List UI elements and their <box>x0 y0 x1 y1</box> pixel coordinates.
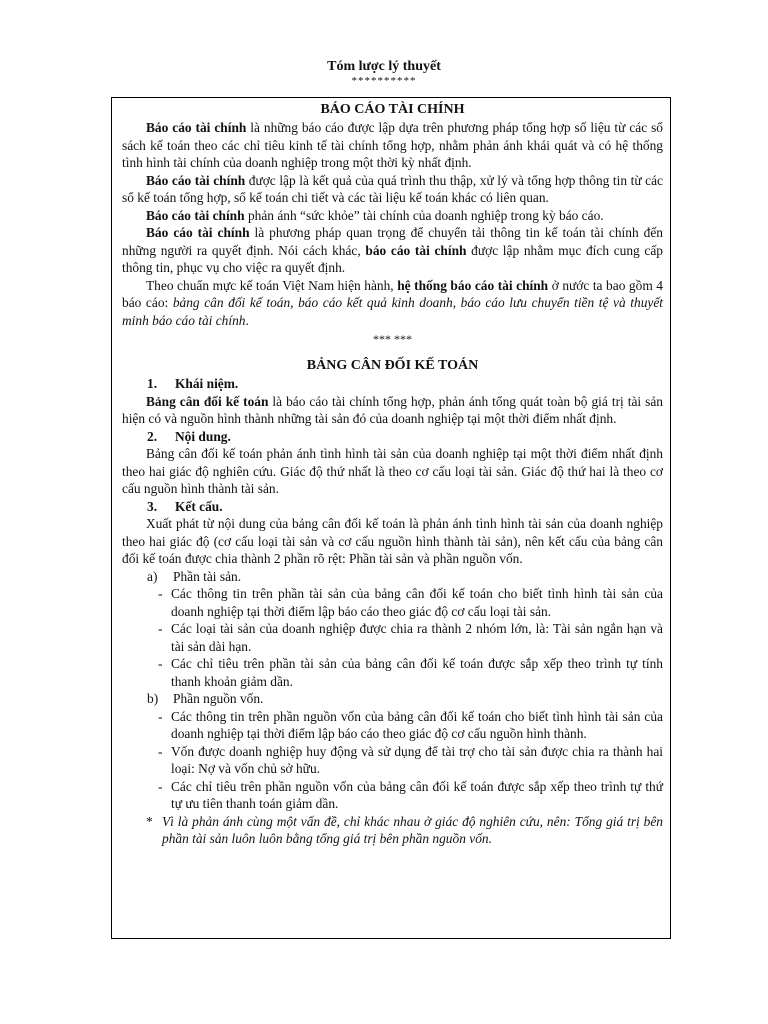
subsection-heading <box>122 498 663 516</box>
subsection-number: 1. <box>147 376 158 391</box>
conclusion-note-text: Vì là phản ánh cùng một vấn đề, chỉ khác nhau ở giác độ nghiên cứu, nên: Tổng giá trị bên phần tài sản luôn luôn bằng tổng giá trị bên phần nguồn vốn. <box>162 813 663 846</box>
term-bold: Bảng cân đối kế toán <box>146 393 269 409</box>
report-list-italic: bảng cân đối kế toán, báo cáo kết quả kinh doanh, báo cáo lưu chuyển tiền tệ và thuyết minh báo cáo tài chính <box>122 295 664 328</box>
list-item <box>122 655 663 690</box>
list-item-text: Các thông tin trên phần nguồn vốn của bảng cân đối kế toán cho biết tình hình tài sản của doanh nghiệp tại thời điểm lập báo cáo theo giác độ cơ cấu nguồn hình thành. <box>171 708 663 741</box>
paragraph-end: . <box>245 312 249 328</box>
term-bold: hệ thống báo cáo tài chính <box>397 277 549 293</box>
conclusion-note <box>122 813 663 848</box>
list-item-text: Các chỉ tiêu trên phần tài sản của bảng cân đối kế toán được sắp xếp theo trình tự tính thanh khoản giảm dần. <box>171 656 663 689</box>
dash-bullet: - <box>158 778 163 794</box>
dash-bullet: - <box>158 656 163 671</box>
paragraph <box>122 277 663 330</box>
paragraph-text: Theo chuẩn mực kế toán Việt Nam hiện hành, <box>146 277 398 293</box>
subsection-heading <box>122 428 663 446</box>
paragraph-text: là những báo cáo được lập dựa trên phương pháp tổng hợp số liệu từ các sổ sách kế toán theo các chỉ tiêu kinh tế tài chính tổng hợp, nhằm phản ánh khái quát và có hệ thống tình hình tài chính của doanh nghiệp trong một thời kỳ nhất định. <box>122 120 663 170</box>
paragraph: Bảng cân đối kế toán phản ánh tình hình tài sản của doanh nghiệp tại một thời điểm nhất định theo hai giác độ nghiên cứu. Giác độ thứ nhất là theo cơ cấu loại tài sản. Giác độ thứ hai là theo cơ cấu nguồn hình thành tài sản. <box>122 446 663 496</box>
term-bold: Báo cáo tài chính <box>146 207 245 223</box>
list-heading-text: Phần tài sản. <box>173 568 242 584</box>
list-item <box>122 743 663 778</box>
subsection-number: 3. <box>147 498 158 514</box>
title-stars: ********** <box>351 75 417 87</box>
paragraph-text: được lập là kết quả của quá trình thu thập, xử lý và tổng hợp thông tin từ các sổ kế toán tổng hợp, sổ kế toán chi tiết và các tài liệu kế toán khác có liên quan. <box>122 172 663 205</box>
section-heading-balance-sheet: BẢNG CÂN ĐỐI KẾ TOÁN <box>306 358 479 373</box>
paragraph: Xuất phát từ nội dung của bảng cân đối kế toán là phản ánh tình hình tài sản của doanh nghiệp theo hai giác độ (cơ cấu loại tài sản và cơ cấu nguồn hình thành tài sản), nên kết cấu của bảng cân đối kế toán được chia thành 2 phần rõ rệt: Phần tài sản và phần nguồn vốn. <box>122 516 663 566</box>
list-item-text: Các loại tài sản của doanh nghiệp được chia ra thành 2 nhóm lớn, là: Tài sản ngắn hạn và tài sản dài hạn. <box>171 621 663 654</box>
subsection-title: Nội dung. <box>175 428 231 444</box>
list-item <box>122 708 663 743</box>
list-letter: a) <box>147 568 158 584</box>
term-bold: Báo cáo tài chính <box>146 172 246 188</box>
term-bold: Báo cáo tài chính <box>146 120 247 135</box>
paragraph <box>122 119 663 172</box>
list-letter: b) <box>147 691 159 706</box>
dash-bullet: - <box>158 586 163 601</box>
list-heading-capital <box>122 690 663 708</box>
list-heading-text: Phần nguồn vốn. <box>173 691 264 706</box>
paragraph <box>122 207 663 225</box>
asterisk-mark: * <box>146 813 153 829</box>
dash-bullet: - <box>158 743 163 759</box>
subsection-title: Kết cấu. <box>175 498 223 514</box>
list-item-text: Vốn được doanh nghiệp huy động và sử dụng để tài trợ cho tài sản được chia ra thành hai loại: Nợ và vốn chủ sở hữu. <box>171 743 663 776</box>
paragraph-text: được lập nhằm mục đích cung cấp thông tin, phục vụ cho việc ra quyết định. <box>122 242 663 275</box>
paragraph <box>122 393 663 428</box>
page-title: Tóm lược lý thuyết <box>327 59 441 74</box>
list-item-text: Các chỉ tiêu trên phần nguồn vốn của bảng cân đối kế toán được sắp xếp theo trình tự thứ tự ưu tiên thanh toán giảm dần. <box>171 778 663 811</box>
paragraph-text: là báo cáo tài chính tổng hợp, phản ánh tổng quát toàn bộ giá trị tài sản hiện có và nguồn hình thành những tài sản đó của doanh nghiệp tại một thời điểm nhất định. <box>122 393 663 426</box>
paragraph-text: là phương pháp quan trọng để chuyển tải thông tin kế toán tài chính đến những người ra quyết định. Nói cách khác, <box>122 225 663 258</box>
content-frame <box>111 97 671 939</box>
dash-bullet: - <box>158 708 163 724</box>
paragraph-text: ở nước ta bao gồm 4 báo cáo: <box>122 277 663 310</box>
paragraph <box>122 172 663 207</box>
term-bold: báo cáo tài chính <box>365 242 467 258</box>
dash-bullet: - <box>158 621 163 636</box>
subsection-title: Khái niệm. <box>175 376 239 391</box>
list-item-text: Các thông tin trên phần tài sản của bảng cân đối kế toán cho biết tình hình tài sản của doanh nghiệp tại thời điểm lập báo cáo theo giác độ cơ cấu loại tài sản. <box>171 586 663 619</box>
list-item <box>122 620 663 655</box>
paragraph <box>122 224 663 277</box>
paragraph-text: phản ánh “sức khỏe” tài chính của doanh nghiệp trong kỳ báo cáo. <box>244 207 604 223</box>
subsection-number: 2. <box>147 428 158 444</box>
list-heading-assets <box>122 568 663 586</box>
section-heading-financial-statements: BÁO CÁO TÀI CHÍNH <box>320 102 465 117</box>
list-item <box>122 778 663 813</box>
section-separator: *** *** <box>373 332 412 346</box>
list-item <box>122 585 663 620</box>
subsection-heading <box>122 375 663 393</box>
term-bold: Báo cáo tài chính <box>146 225 250 240</box>
